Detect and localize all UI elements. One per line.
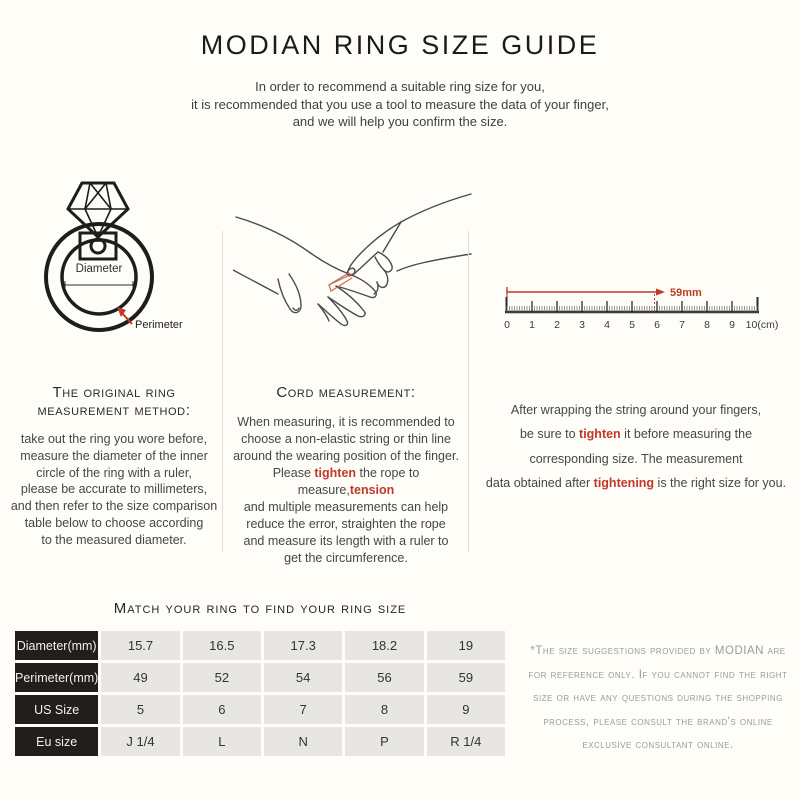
hands-measuring-icon (233, 162, 473, 357)
ruler-diagram (492, 270, 792, 340)
highlight-tightening: tightening (593, 475, 655, 490)
intro-text (0, 78, 800, 131)
ring-icon (25, 175, 205, 340)
ring-diagram (25, 175, 205, 340)
svg-text:7: 7 (679, 319, 685, 331)
hands-illustration (233, 162, 473, 357)
column-heading: The original ring measurement method: (37, 384, 191, 419)
svg-text:2: 2 (554, 319, 560, 331)
table-cell: 56 (345, 663, 423, 692)
table-cell: 52 (183, 663, 261, 692)
svg-text:1: 1 (529, 319, 535, 331)
column-after-wrapping: After wrapping the string around your fingers, be sure to tighten it before measuring the corresponding size. The measurement data obtained after tightening is the right size for you. (485, 403, 787, 490)
table-cell: 7 (264, 695, 342, 724)
table-cell: J 1/4 (101, 727, 179, 756)
table-header-cell: Eu size (15, 727, 98, 756)
column-text: When measuring, it is recommended to choose a non-elastic string or thin line around the wearing position of the finger. Please tighten the rope to measure,tension and multiple measurements can help reduce the error, straighten the rope and measure its length with a ruler to get the circumference. (233, 414, 459, 565)
table-cell: 15.7 (101, 631, 179, 660)
table-header-cell: Diameter(mm) (15, 631, 98, 660)
column-cord-measurement (229, 384, 463, 567)
table-cell: 9 (427, 695, 505, 724)
measurement-label: 59mm (670, 287, 702, 299)
column-original-method (6, 384, 222, 549)
svg-text:0: 0 (504, 319, 510, 331)
ruler-icon (492, 270, 792, 340)
table-cell: 5 (101, 695, 179, 724)
table-header-cell: Perimeter(mm) (15, 663, 98, 692)
highlight-tension: tension (349, 482, 395, 497)
vertical-divider (222, 231, 223, 552)
size-table (15, 631, 505, 756)
ruler-tick-labels (504, 319, 778, 331)
page-title: MODIAN RING SIZE GUIDE (200, 30, 600, 60)
intro-line: In order to recommend a suitable ring size for you, (255, 79, 545, 94)
disclaimer-note: *The size suggestions provided by MODIAN are for reference only. If you cannot find the right size or have any questions during the shopping process, please consult the brand's online exclusive consultant online. (528, 645, 788, 751)
table-cell: R 1/4 (427, 727, 505, 756)
highlight-tighten: tighten (579, 427, 621, 442)
table-cell: 17.3 (264, 631, 342, 660)
intro-line: and we will help you confirm the size. (292, 114, 508, 129)
svg-text:10(cm): 10(cm) (745, 319, 779, 331)
table-cell: 54 (264, 663, 342, 692)
table-cell: 49 (101, 663, 179, 692)
size-table-heading: Match your ring to find your ring size (113, 600, 407, 617)
table-cell: 59 (427, 663, 505, 692)
column-heading: Cord measurement: (276, 384, 416, 401)
svg-text:6: 6 (654, 319, 660, 331)
vertical-divider (468, 231, 469, 552)
svg-text:9: 9 (729, 319, 735, 331)
table-cell: N (264, 727, 342, 756)
table-cell: 16.5 (183, 631, 261, 660)
column-text: take out the ring you wore before, measure the diameter of the inner circle of the ring with a ruler, please be accurate to millimeters, and then refer to the size comparison table below to choose according to the measured diameter. (10, 432, 218, 547)
table-cell: L (183, 727, 261, 756)
table-cell: 8 (345, 695, 423, 724)
svg-text:8: 8 (704, 319, 710, 331)
table-cell: P (345, 727, 423, 756)
perimeter-label: Perimeter (135, 319, 183, 331)
svg-text:4: 4 (604, 319, 610, 331)
intro-line: it is recommended that you use a tool to measure the data of your finger, (191, 96, 609, 112)
diameter-line (65, 281, 133, 289)
table-cell: 18.2 (345, 631, 423, 660)
highlight-tighten: tighten (314, 465, 357, 480)
table-cell: 6 (183, 695, 261, 724)
svg-text:5: 5 (629, 319, 635, 331)
table-cell: 19 (427, 631, 505, 660)
diameter-label: Diameter (75, 263, 123, 275)
table-header-cell: US Size (15, 695, 98, 724)
svg-text:3: 3 (579, 319, 585, 331)
